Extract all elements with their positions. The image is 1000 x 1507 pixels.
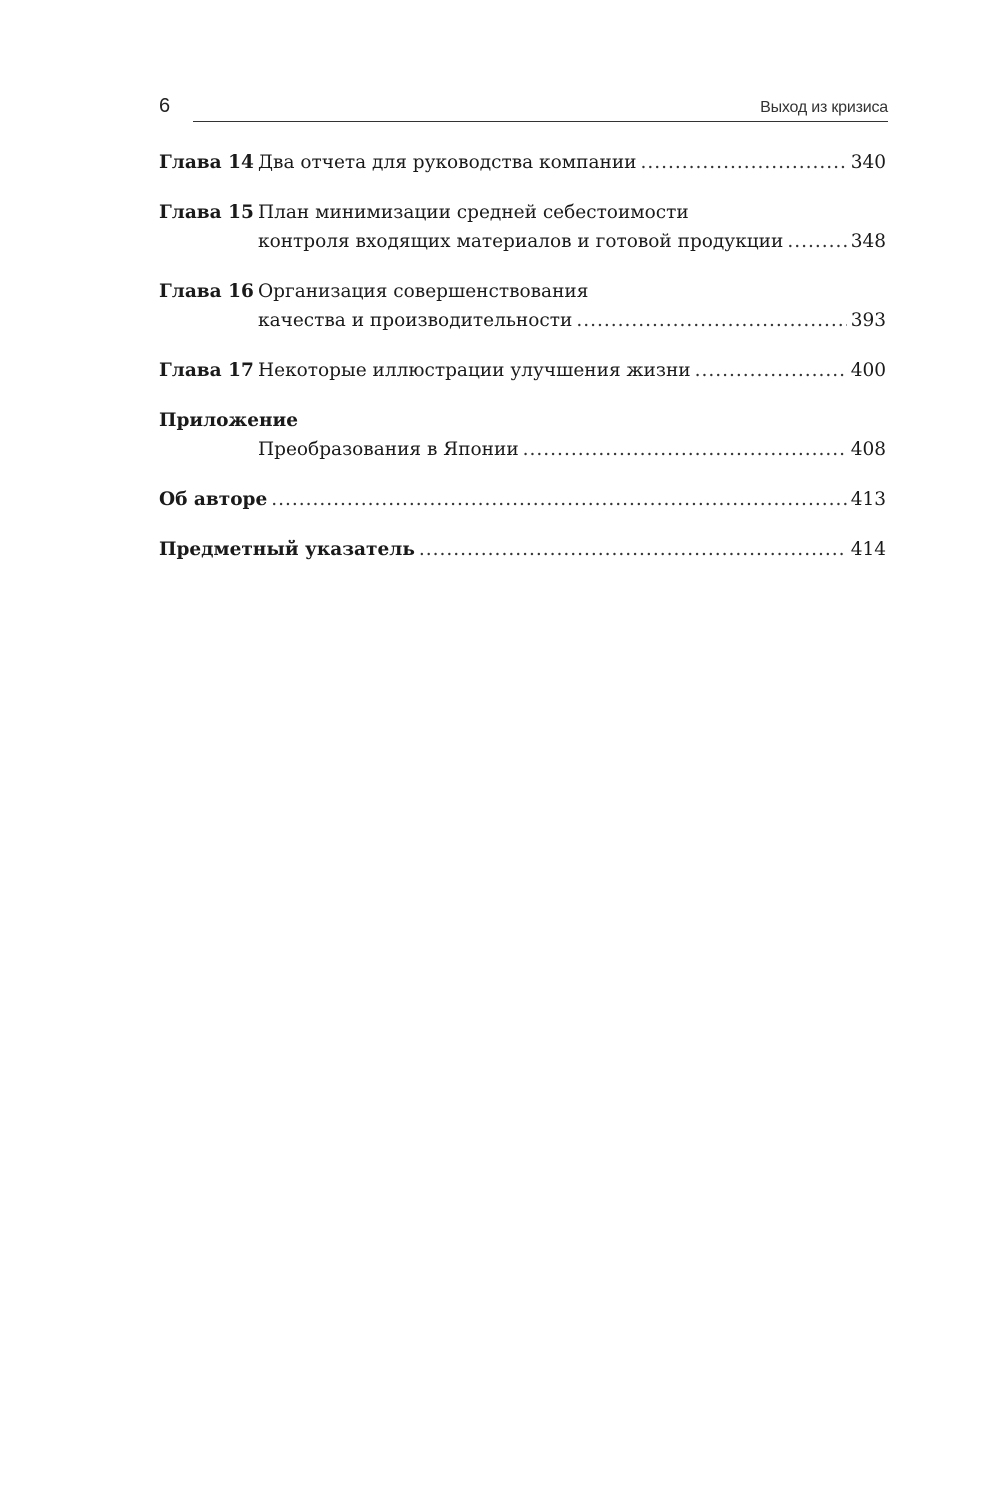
page-ref: 393 bbox=[850, 310, 886, 331]
toc-entry-appendix[interactable] bbox=[159, 406, 886, 464]
dot-leader bbox=[523, 435, 847, 464]
page-number: 6 bbox=[159, 95, 171, 117]
appendix-label: Приложение bbox=[159, 410, 298, 431]
chapter-title-line-1: План минимизации средней себестоимости bbox=[258, 202, 689, 223]
dot-leader bbox=[695, 356, 847, 385]
page-ref: 414 bbox=[850, 539, 886, 560]
toc-entry-about-author[interactable] bbox=[159, 485, 886, 514]
chapter-label: Глава 17 bbox=[159, 360, 254, 381]
dot-leader bbox=[641, 148, 847, 177]
running-title: Выход из кризиса bbox=[760, 99, 888, 116]
chapter-title: Два отчета для руководства компании bbox=[258, 152, 637, 173]
chapter-title-line-1: Организация совершенствования bbox=[258, 281, 589, 302]
toc-entry-chapter-16[interactable] bbox=[159, 277, 886, 335]
chapter-label: Глава 14 bbox=[159, 152, 254, 173]
chapter-title-line-2: контроля входящих материалов и готовой продукции bbox=[258, 231, 784, 252]
toc-entry-chapter-15[interactable] bbox=[159, 198, 886, 256]
chapter-title-line-2: качества и производительности bbox=[258, 310, 573, 331]
toc-entry-subject-index[interactable] bbox=[159, 535, 886, 564]
chapter-title: Некоторые иллюстрации улучшения жизни bbox=[258, 360, 691, 381]
appendix-title: Преобразования в Японии bbox=[258, 439, 519, 460]
chapter-label: Глава 16 bbox=[159, 281, 254, 302]
subject-index-label: Предметный указатель bbox=[159, 539, 415, 560]
page-ref: 340 bbox=[850, 152, 886, 173]
toc-entry-chapter-17[interactable] bbox=[159, 356, 886, 385]
page-ref: 400 bbox=[850, 360, 886, 381]
page-ref: 408 bbox=[850, 439, 886, 460]
dot-leader bbox=[419, 535, 847, 564]
dot-leader bbox=[787, 227, 846, 256]
dot-leader bbox=[271, 485, 846, 514]
dot-leader bbox=[576, 306, 846, 335]
chapter-label: Глава 15 bbox=[159, 202, 254, 223]
table-of-contents bbox=[159, 148, 886, 585]
page-ref: 413 bbox=[850, 489, 886, 510]
header-rule bbox=[193, 121, 888, 122]
page-ref: 348 bbox=[850, 231, 886, 252]
about-author-label: Об авторе bbox=[159, 489, 268, 510]
toc-entry-chapter-14[interactable] bbox=[159, 148, 886, 177]
